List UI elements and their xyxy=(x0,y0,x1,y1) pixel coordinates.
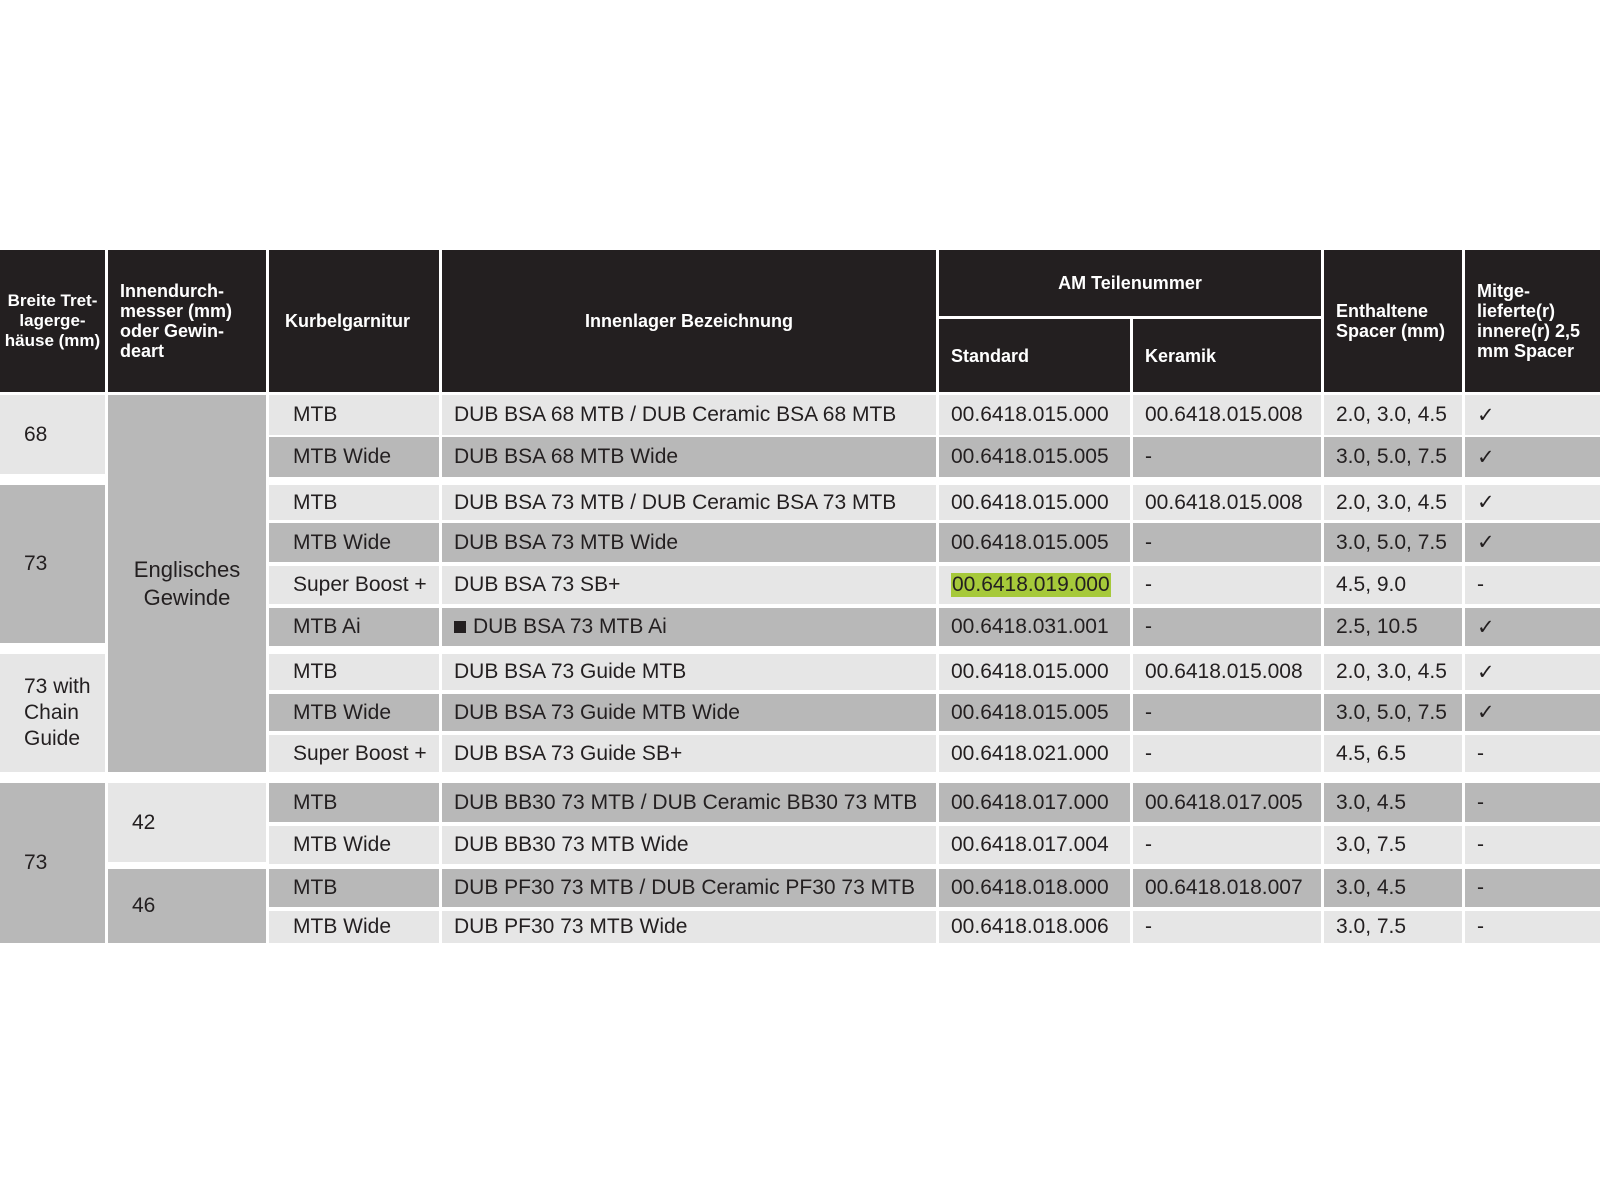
spacers-cell xyxy=(1324,608,1462,646)
crankset-cell xyxy=(269,783,439,822)
bb-name-text: DUB BB30 73 MTB / DUB Ceramic BB30 73 MTB xyxy=(454,790,918,814)
included-spacer-cell xyxy=(1465,694,1600,731)
crankset-text: Super Boost + xyxy=(293,573,427,596)
part-ceramic-text: 00.6418.015.008 xyxy=(1145,403,1303,426)
part-ceramic-cell xyxy=(1133,654,1321,690)
crankset-cell xyxy=(269,826,439,864)
crankset-cell xyxy=(269,437,439,477)
part-standard-text: 00.6418.031.001 xyxy=(951,615,1109,638)
group-diameter-46: 46 xyxy=(108,869,266,943)
bb-name-cell xyxy=(442,485,936,520)
part-ceramic-text: 00.6418.017.005 xyxy=(1145,790,1303,814)
part-ceramic-text: - xyxy=(1145,915,1152,938)
bb-name-cell xyxy=(442,826,936,864)
spacers-cell xyxy=(1324,523,1462,562)
group-width-73-chain-guide: 73 with Chain Guide xyxy=(0,654,105,772)
bb-name-text: DUB BSA 68 MTB / DUB Ceramic BSA 68 MTB xyxy=(454,403,897,426)
part-standard-cell xyxy=(939,608,1130,646)
crankset-cell xyxy=(269,485,439,520)
part-ceramic-cell xyxy=(1133,395,1321,435)
bb-name-text: DUB PF30 73 MTB Wide xyxy=(454,915,688,938)
part-standard-text: 00.6418.015.005 xyxy=(951,530,1109,554)
header-width: Breite Tret-lagerge-häuse (mm) xyxy=(0,250,105,392)
black-square-icon xyxy=(454,621,466,633)
included-spacer-cell xyxy=(1465,485,1600,520)
part-standard-text: 00.6418.018.006 xyxy=(951,915,1109,938)
part-ceramic-cell xyxy=(1133,694,1321,731)
bb-name-text: DUB BB30 73 MTB Wide xyxy=(454,833,689,856)
part-standard-text: 00.6418.017.004 xyxy=(951,833,1109,856)
crankset-cell xyxy=(269,523,439,562)
included-spacer-text: ✓ xyxy=(1477,491,1495,514)
crankset-text: Super Boost + xyxy=(293,741,427,765)
part-ceramic-cell xyxy=(1133,869,1321,907)
crankset-cell xyxy=(269,395,439,435)
included-spacer-cell xyxy=(1465,783,1600,822)
bb-name-cell xyxy=(442,735,936,772)
bb-name-cell xyxy=(442,395,936,435)
crankset-text: MTB xyxy=(293,660,338,683)
part-ceramic-text: - xyxy=(1145,615,1152,638)
part-ceramic-cell xyxy=(1133,826,1321,864)
part-ceramic-cell xyxy=(1133,523,1321,562)
included-spacer-text: ✓ xyxy=(1477,660,1495,684)
part-standard-cell xyxy=(939,566,1130,604)
bb-name-text: DUB PF30 73 MTB / DUB Ceramic PF30 73 MTB xyxy=(454,876,915,899)
included-spacer-cell xyxy=(1465,826,1600,864)
spacers-cell xyxy=(1324,395,1462,435)
included-spacer-cell xyxy=(1465,911,1600,943)
included-spacer-cell xyxy=(1465,437,1600,477)
crankset-text: MTB Wide xyxy=(293,445,392,468)
spacers-cell xyxy=(1324,911,1462,943)
crankset-cell xyxy=(269,694,439,731)
crankset-cell xyxy=(269,869,439,907)
header-ceramic: Keramik xyxy=(1133,319,1321,392)
part-ceramic-text: - xyxy=(1145,573,1152,596)
spacers-text: 3.0, 5.0, 7.5 xyxy=(1336,700,1447,724)
included-spacer-cell xyxy=(1465,654,1600,690)
part-standard-cell xyxy=(939,783,1130,822)
crankset-text: MTB Wide xyxy=(293,700,392,724)
included-spacer-text: ✓ xyxy=(1477,701,1495,724)
crankset-text: MTB xyxy=(293,876,338,899)
part-standard-text: 00.6418.017.000 xyxy=(951,790,1109,814)
part-ceramic-cell xyxy=(1133,911,1321,943)
included-spacer-text: - xyxy=(1477,915,1484,938)
spacers-text: 3.0, 5.0, 7.5 xyxy=(1336,530,1447,554)
included-spacer-text: ✓ xyxy=(1477,445,1495,469)
group-diameter-42: 42 xyxy=(108,783,266,862)
included-spacer-text: - xyxy=(1477,790,1484,814)
part-ceramic-cell xyxy=(1133,485,1321,520)
part-standard-cell xyxy=(939,869,1130,907)
part-standard-text: 00.6418.015.000 xyxy=(951,403,1109,426)
part-ceramic-text: - xyxy=(1145,833,1152,856)
included-spacer-text: ✓ xyxy=(1477,531,1495,554)
header-included-spacer: Mitge-lieferte(r) innere(r) 2,5 mm Spacer xyxy=(1465,250,1600,392)
group-width-73: 73 xyxy=(0,485,105,643)
bb-name-text: DUB BSA 73 MTB Wide xyxy=(454,530,679,554)
part-ceramic-cell xyxy=(1133,783,1321,822)
part-standard-text: 00.6418.015.005 xyxy=(951,700,1109,724)
part-ceramic-text: - xyxy=(1145,700,1152,724)
bb-name-cell xyxy=(442,654,936,690)
part-standard-cell xyxy=(939,437,1130,477)
crankset-text: MTB Wide xyxy=(293,530,392,554)
crankset-cell xyxy=(269,608,439,646)
bb-name-cell xyxy=(442,437,936,477)
spacers-text: 3.0, 7.5 xyxy=(1336,833,1407,856)
crankset-text: MTB Ai xyxy=(293,615,361,638)
part-ceramic-text: 00.6418.015.008 xyxy=(1145,660,1303,683)
bb-name-text: DUB BSA 73 MTB Ai xyxy=(473,615,667,638)
group-width-73-press: 73 xyxy=(0,783,105,943)
included-spacer-text: ✓ xyxy=(1477,403,1495,427)
header-spacers: Enthaltene Spacer (mm) xyxy=(1324,250,1462,392)
crankset-cell xyxy=(269,566,439,604)
part-ceramic-cell xyxy=(1133,608,1321,646)
crankset-text: MTB xyxy=(293,403,338,426)
highlighted-part-number: 00.6418.019.000 xyxy=(952,573,1110,596)
part-standard-text: 00.6418.018.000 xyxy=(951,876,1109,899)
spacers-text: 3.0, 4.5 xyxy=(1336,790,1407,814)
part-standard-cell xyxy=(939,654,1130,690)
spacers-cell xyxy=(1324,654,1462,690)
crankset-text: MTB Wide xyxy=(293,915,392,938)
header-standard: Standard xyxy=(939,319,1130,392)
included-spacer-cell xyxy=(1465,608,1600,646)
crankset-text: MTB xyxy=(293,490,338,514)
part-ceramic-cell xyxy=(1133,735,1321,772)
part-ceramic-text: - xyxy=(1145,445,1152,468)
bb-name-text: DUB BSA 73 Guide MTB xyxy=(454,660,687,683)
spacers-cell xyxy=(1324,869,1462,907)
bb-name-cell xyxy=(442,869,936,907)
group-width-68: 68 xyxy=(0,395,105,474)
included-spacer-cell xyxy=(1465,395,1600,435)
part-standard-text: 00.6418.021.000 xyxy=(951,741,1109,765)
spacers-text: 2.0, 3.0, 4.5 xyxy=(1336,403,1447,426)
bb-name-text: DUB BSA 73 SB+ xyxy=(454,573,621,596)
group-thread-english: Englisches Gewinde xyxy=(108,395,266,772)
spacers-cell xyxy=(1324,783,1462,822)
part-standard-cell xyxy=(939,826,1130,864)
bb-name-cell xyxy=(442,608,936,646)
part-ceramic-text: - xyxy=(1145,530,1152,554)
spacers-text: 4.5, 6.5 xyxy=(1336,741,1407,765)
spacers-cell xyxy=(1324,566,1462,604)
spacers-text: 3.0, 7.5 xyxy=(1336,915,1407,938)
bb-name-cell xyxy=(442,523,936,562)
bb-name-cell xyxy=(442,783,936,822)
part-ceramic-text: - xyxy=(1145,741,1152,765)
spacers-cell xyxy=(1324,485,1462,520)
spacers-text: 2.0, 3.0, 4.5 xyxy=(1336,490,1447,514)
included-spacer-text: - xyxy=(1477,741,1484,765)
part-standard-cell xyxy=(939,911,1130,943)
bb-name-cell xyxy=(442,566,936,604)
header-diameter: Innendurch-messer (mm) oder Gewin-deart xyxy=(108,250,266,392)
bb-name-cell xyxy=(442,911,936,943)
included-spacer-text: - xyxy=(1477,876,1484,899)
part-ceramic-text: 00.6418.018.007 xyxy=(1145,876,1303,899)
bb-name-text: DUB BSA 73 Guide MTB Wide xyxy=(454,700,740,724)
part-standard-cell xyxy=(939,735,1130,772)
part-ceramic-cell xyxy=(1133,437,1321,477)
included-spacer-text: - xyxy=(1477,573,1484,596)
part-standard-text: 00.6418.015.000 xyxy=(951,490,1109,514)
crankset-text: MTB Wide xyxy=(293,833,392,856)
part-standard-text: 00.6418.015.005 xyxy=(951,445,1109,468)
part-ceramic-cell xyxy=(1133,566,1321,604)
part-standard-cell xyxy=(939,395,1130,435)
included-spacer-cell xyxy=(1465,566,1600,604)
bb-name-text: DUB BSA 68 MTB Wide xyxy=(454,445,679,468)
bb-name-text: DUB BSA 73 MTB / DUB Ceramic BSA 73 MTB xyxy=(454,490,897,514)
spacers-text: 3.0, 4.5 xyxy=(1336,876,1407,899)
included-spacer-cell xyxy=(1465,869,1600,907)
spacers-cell xyxy=(1324,826,1462,864)
crankset-text: MTB xyxy=(293,790,338,814)
part-standard-cell xyxy=(939,523,1130,562)
header-bb-name: Innenlager Bezeichnung xyxy=(442,250,936,392)
header-crankset: Kurbelgarnitur xyxy=(269,250,439,392)
bb-name-cell xyxy=(442,694,936,731)
part-standard-text: 00.6418.015.000 xyxy=(951,660,1109,683)
spacers-cell xyxy=(1324,437,1462,477)
part-ceramic-text: 00.6418.015.008 xyxy=(1145,490,1303,514)
spacers-cell xyxy=(1324,694,1462,731)
crankset-cell xyxy=(269,735,439,772)
spacers-text: 3.0, 5.0, 7.5 xyxy=(1336,445,1447,468)
included-spacer-text: ✓ xyxy=(1477,615,1495,639)
crankset-cell xyxy=(269,911,439,943)
spacers-cell xyxy=(1324,735,1462,772)
included-spacer-cell xyxy=(1465,735,1600,772)
header-am-part: AM Teilenummer xyxy=(939,250,1321,316)
spacers-text: 4.5, 9.0 xyxy=(1336,573,1407,596)
spacers-text: 2.5, 10.5 xyxy=(1336,615,1418,638)
spacers-text: 2.0, 3.0, 4.5 xyxy=(1336,660,1447,683)
included-spacer-cell xyxy=(1465,523,1600,562)
bb-name-text: DUB BSA 73 Guide SB+ xyxy=(454,741,683,765)
crankset-cell xyxy=(269,654,439,690)
included-spacer-text: - xyxy=(1477,833,1484,856)
part-standard-cell xyxy=(939,485,1130,520)
part-standard-cell xyxy=(939,694,1130,731)
